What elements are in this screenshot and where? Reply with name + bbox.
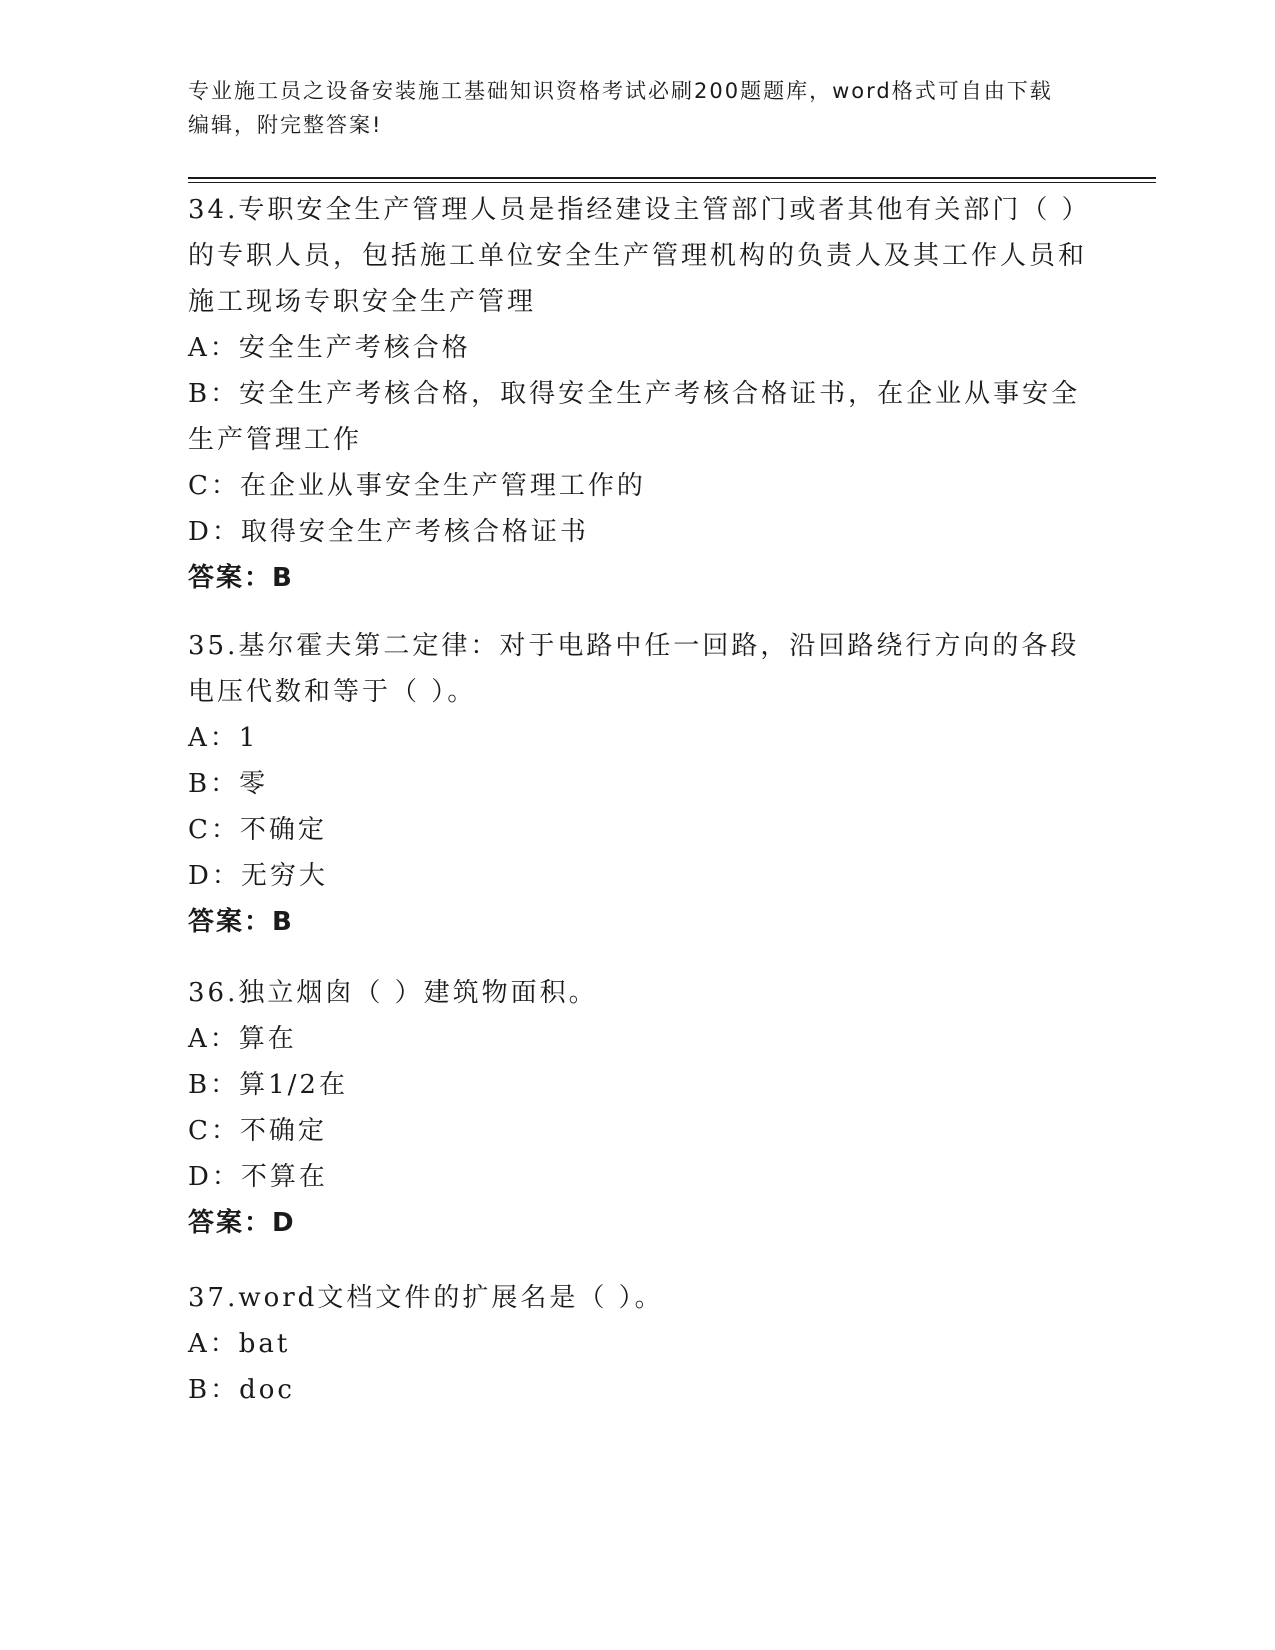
option-c: C：在企业从事安全生产管理工作的 (188, 471, 646, 501)
question-34 (188, 187, 1088, 601)
option-a: A：算在 (188, 1024, 297, 1054)
option-c: C：不确定 (188, 815, 327, 845)
option-b: B：安全生产考核合格，取得安全生产考核合格证书，在企业从事安全生产管理工作 (188, 379, 1081, 455)
document-header: 专业施工员之设备安装施工基础知识资格考试必刷200题题库，word格式可自由下载编辑，附完整答案! (188, 79, 1053, 137)
answer: 答案：B (188, 907, 294, 937)
question-text: 37.word文档文件的扩展名是（ ）。 (188, 1283, 664, 1313)
option-d: D：取得安全生产考核合格证书 (188, 517, 589, 547)
answer: 答案：B (188, 563, 294, 593)
question-text: 36.独立烟囱（ ）建筑物面积。 (188, 978, 598, 1008)
option-d: D：不算在 (188, 1162, 328, 1192)
question-37 (188, 1275, 1088, 1413)
question-35 (188, 623, 1088, 945)
option-c: C：不确定 (188, 1116, 327, 1146)
question-36 (188, 970, 1088, 1246)
option-d: D：无穷大 (188, 861, 328, 891)
question-text: 34.专职安全生产管理人员是指经建设主管部门或者其他有关部门（ ）的专职人员，包括施工单位安全生产管理机构的负责人及其工作人员和施工现场专职安全生产管理 (188, 195, 1088, 317)
question-text: 35.基尔霍夫第二定律：对于电路中任一回路，沿回路绕行方向的各段电压代数和等于（ ）。 (188, 631, 1080, 707)
option-b: B：零 (188, 769, 269, 799)
option-a: A：安全生产考核合格 (188, 333, 471, 363)
option-a: A：bat (188, 1329, 291, 1359)
option-a: A：1 (188, 723, 259, 753)
header-divider-top (188, 177, 1156, 179)
option-b: B：doc (188, 1375, 295, 1405)
header-divider-bottom (188, 182, 1156, 183)
option-b: B：算1/2在 (188, 1070, 348, 1100)
answer: 答案：D (188, 1208, 296, 1238)
